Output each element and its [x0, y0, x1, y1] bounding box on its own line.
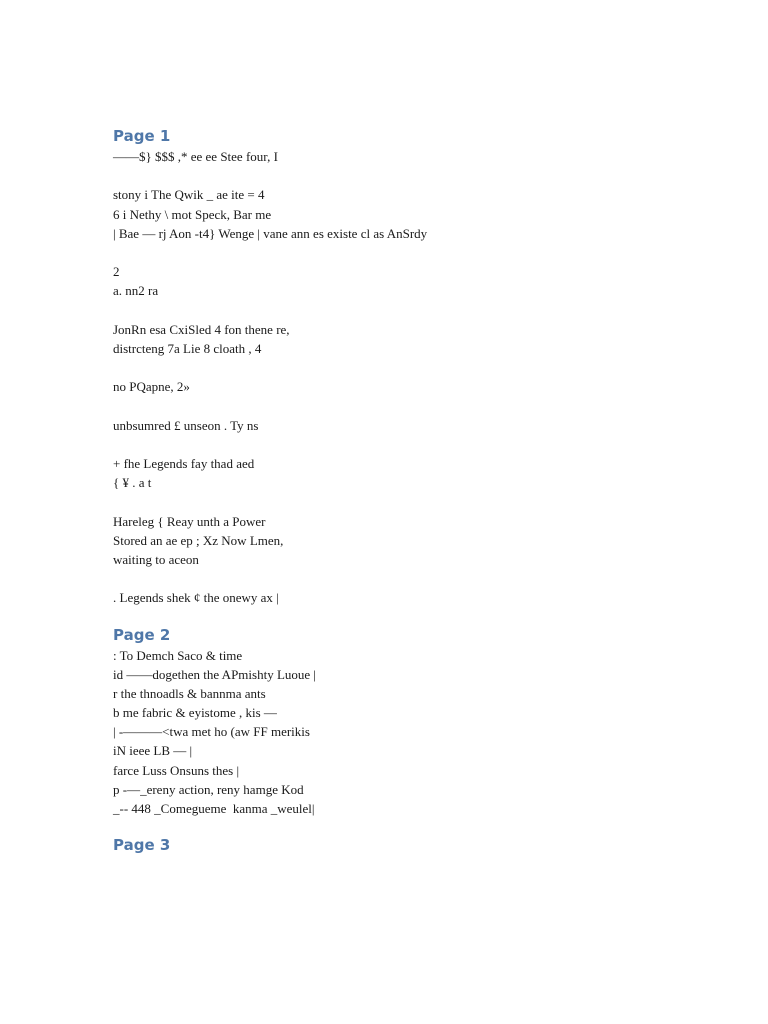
text-line: a. nn2 ra [113, 283, 159, 299]
text-line: b me fabric & eyistome , kis — [113, 705, 277, 721]
text-line: r the thnoadls & bannma ants [113, 685, 266, 701]
text-line: distrcteng 7a Lie 8 cloath , 4 [113, 340, 262, 356]
text-line: unbsumred £ unseon . Ty ns [113, 417, 259, 433]
document-body [113, 125, 713, 856]
text-line: { ¥ . a t [113, 475, 152, 491]
text-line: | -———<twa met ho (aw FF merikis [113, 724, 310, 740]
blank-line [113, 435, 713, 454]
text-line: id ——dogethen the APmishty Luoue | [113, 666, 317, 682]
blank-line [113, 166, 713, 185]
text-line: _-- 448 _Comegueme kanma _weulel| [113, 801, 315, 816]
text-line: Stored an ae ep ; Xz Now Lmen, [113, 532, 284, 548]
blank-line [113, 396, 713, 415]
section-gap [113, 818, 713, 834]
text-line: JonRn esa CxiSled 4 fon thene re, [113, 321, 290, 337]
section-gap [113, 608, 713, 624]
text-line: Hareleg { Reay unth a Power [113, 513, 266, 529]
text-line: 6 i Nethy \ mot Speck, Bar me [113, 206, 272, 222]
section-page-3 [113, 834, 713, 856]
text-line: no PQapne, 2» [113, 379, 190, 395]
text-line: : To Demch Saco & time [113, 647, 243, 663]
blank-line [113, 243, 713, 262]
text-line: | Bae — rj Aon -t4} Wenge | vane ann es existe cl as AnSrdy [113, 225, 428, 241]
blank-line [113, 301, 713, 320]
blank-line [113, 569, 713, 588]
text-line: iN ieee LB — | [113, 743, 193, 759]
text-line: 2 [113, 264, 120, 280]
section-heading: Page 3 [113, 836, 171, 855]
text-line: stony i The Qwik _ ae ite = 4 [113, 187, 265, 203]
blank-line [113, 358, 713, 377]
blank-line [113, 492, 713, 511]
text-line: . Legends shek ¢ the onewy ax | [113, 590, 279, 606]
text-line: + fhe Legends fay thad aed [113, 456, 255, 471]
section-heading: Page 2 [113, 625, 171, 644]
text-line: waiting to aceon [113, 551, 199, 567]
text-line: farce Luss Onsuns thes | [113, 762, 240, 778]
section-page-1 [113, 125, 713, 608]
section-heading: Page 1 [113, 127, 171, 145]
text-line: p -—_ereny action, reny hamge Kod [113, 781, 304, 797]
text-line: ——$} $$$ ,* ee ee Stee four, I [113, 149, 278, 164]
section-page-2 [113, 624, 713, 819]
